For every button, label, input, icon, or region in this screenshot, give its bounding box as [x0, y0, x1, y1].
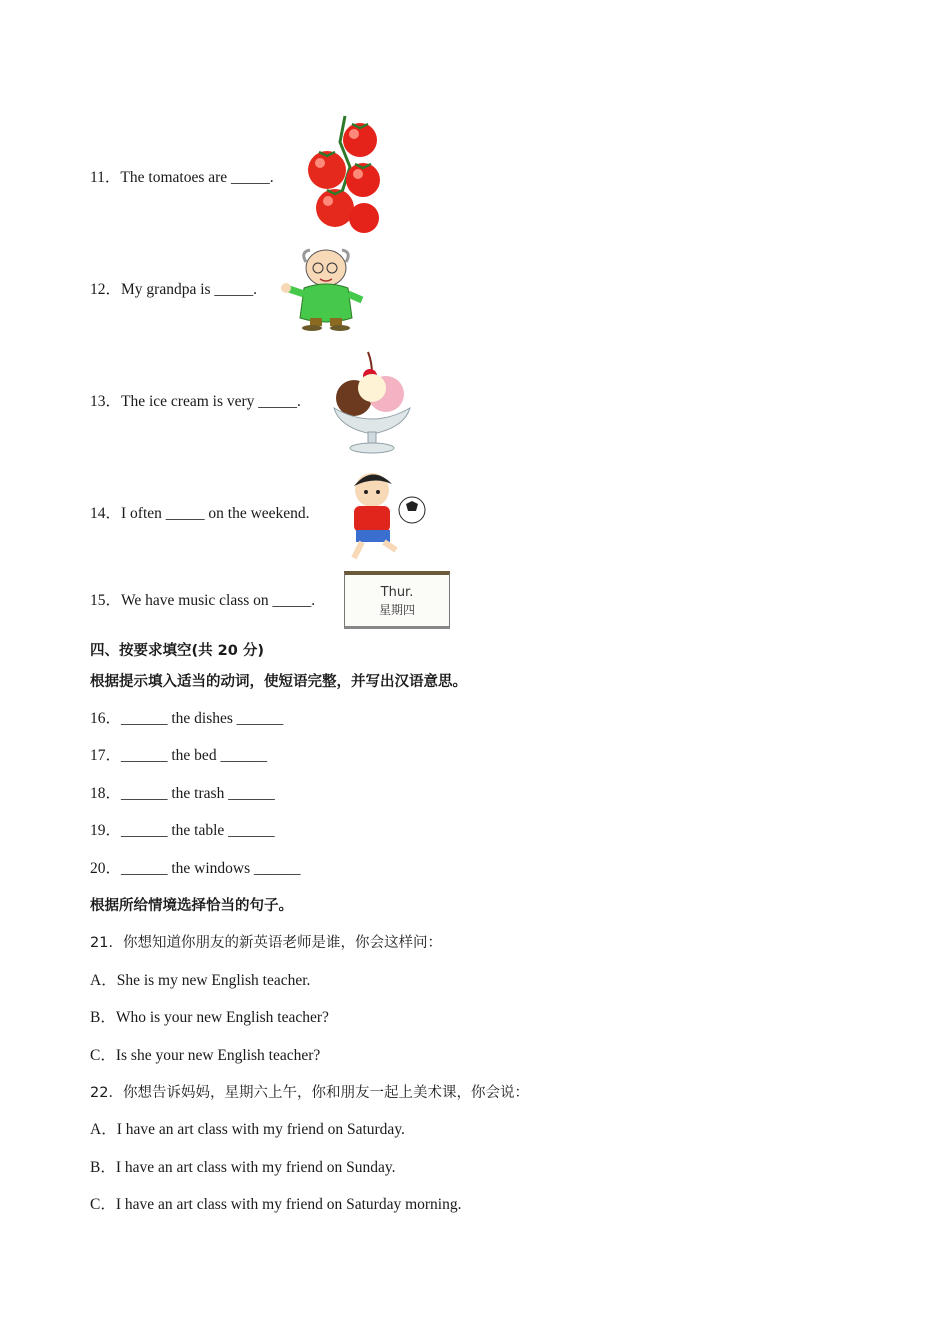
instruction-sentences: 根据所给情境选择恰当的句子。: [90, 898, 293, 914]
question-13: 13．The ice cream is very _____.: [90, 393, 301, 410]
calendar-day-zh: 星期四: [378, 603, 415, 617]
question-12: 12．My grandpa is _____.: [90, 281, 258, 298]
question-11: 11．The tomatoes are _____.: [90, 169, 274, 186]
question-15: 15．We have music class on _____.: [90, 592, 316, 609]
phrase-20: 20．______ the windows ______: [90, 860, 301, 877]
tomatoes-image: [300, 112, 390, 240]
ice-cream-image: [328, 348, 416, 456]
section-title: 四、按要求填空(共 20 分): [90, 643, 265, 659]
phrase-18: 18．______ the trash ______: [90, 785, 275, 802]
q21-option-c: C．Is she your new English teacher?: [90, 1047, 321, 1064]
q21-option-b: B．Who is your new English teacher?: [90, 1009, 329, 1026]
question-22-stem: 22．你想告诉妈妈，星期六上午，你和朋友一起上美术课，你会说：: [90, 1085, 529, 1101]
grandpa-image: [278, 246, 368, 332]
instruction-verbs: 根据提示填入适当的动词，使短语完整，并写出汉语意思。: [90, 674, 467, 690]
calendar-day-en: Thur.: [380, 585, 414, 600]
q22-option-b: B．I have an art class with my friend on Sunday.: [90, 1159, 396, 1176]
q22-option-a: A．I have an art class with my friend on Saturday.: [90, 1121, 405, 1138]
q22-option-c: C．I have an art class with my friend on Saturday morning.: [90, 1196, 462, 1213]
question-14: 14．I often _____ on the weekend.: [90, 505, 310, 522]
phrase-16: 16．______ the dishes ______: [90, 710, 284, 727]
phrase-17: 17．______ the bed ______: [90, 747, 267, 764]
calendar-card-image: [344, 571, 450, 629]
question-21-stem: 21．你想知道你朋友的新英语老师是谁，你会这样问：: [90, 935, 442, 951]
boy-playing-soccer-image: [334, 466, 430, 562]
phrase-19: 19．______ the table ______: [90, 822, 275, 839]
q21-option-a: A．She is my new English teacher.: [90, 972, 311, 989]
